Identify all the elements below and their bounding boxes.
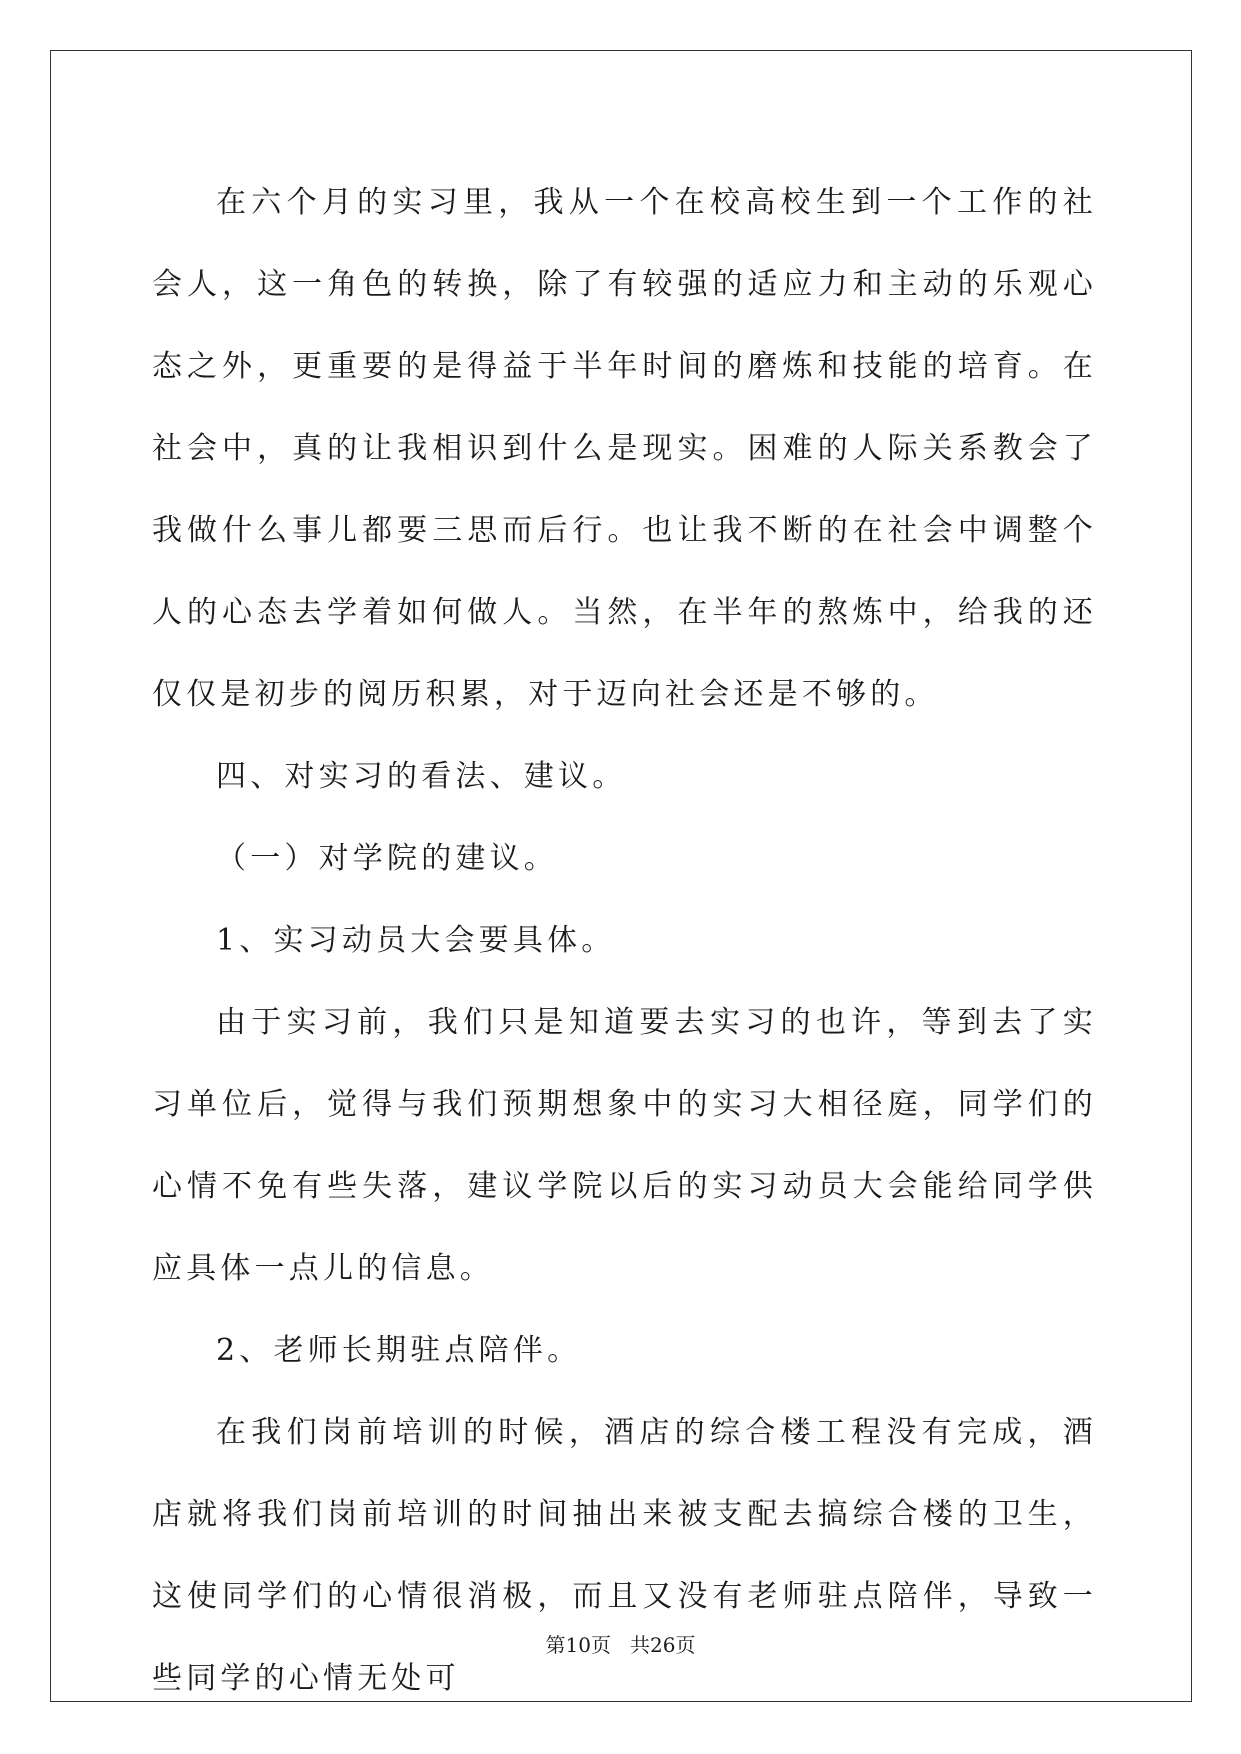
paragraph-mobilization: 由于实习前，我们只是知道要去实习的也许，等到去了实习单位后，觉得与我们预期想象中的实习大相径庭，同学们的心情不免有些失落，建议学院以后的实习动员大会能给同学供应具体一点儿的信息。 <box>152 1005 1097 1286</box>
item-heading-teacher: 2、老师长期驻点陪伴。 <box>216 1333 582 1368</box>
page-footer <box>0 1632 1241 1658</box>
document-body <box>152 162 1097 1720</box>
page-total: 共26页 <box>630 1633 696 1657</box>
page-number: 第10页 <box>545 1633 611 1657</box>
subsection-heading-college: （一）对学院的建议。 <box>216 841 558 876</box>
item-heading-mobilization: 1、实习动员大会要具体。 <box>216 923 616 958</box>
paragraph-internship-reflection: 在六个月的实习里，我从一个在校高校生到一个工作的社会人，这一角色的转换，除了有较强的适应力和主动的乐观心态之外，更重要的是得益于半年时间的磨炼和技能的培育。在社会中，真的让我相识到什么是现实。困难的人际关系教会了我做什么事儿都要三思而后行。也让我不断的在社会中调整个人的心态去学着如何做人。当然，在半年的熬炼中，给我的还仅仅是初步的阅历积累，对于迈向社会还是不够的。 <box>152 185 1097 712</box>
section-heading-opinions: 四、对实习的看法、建议。 <box>216 759 627 794</box>
paragraph-teacher: 在我们岗前培训的时候，酒店的综合楼工程没有完成，酒店就将我们岗前培训的时间抽出来被支配去搞综合楼的卫生，这使同学们的心情很消极，而且又没有老师驻点陪伴，导致一些同学的心情无处可 <box>152 1415 1097 1696</box>
